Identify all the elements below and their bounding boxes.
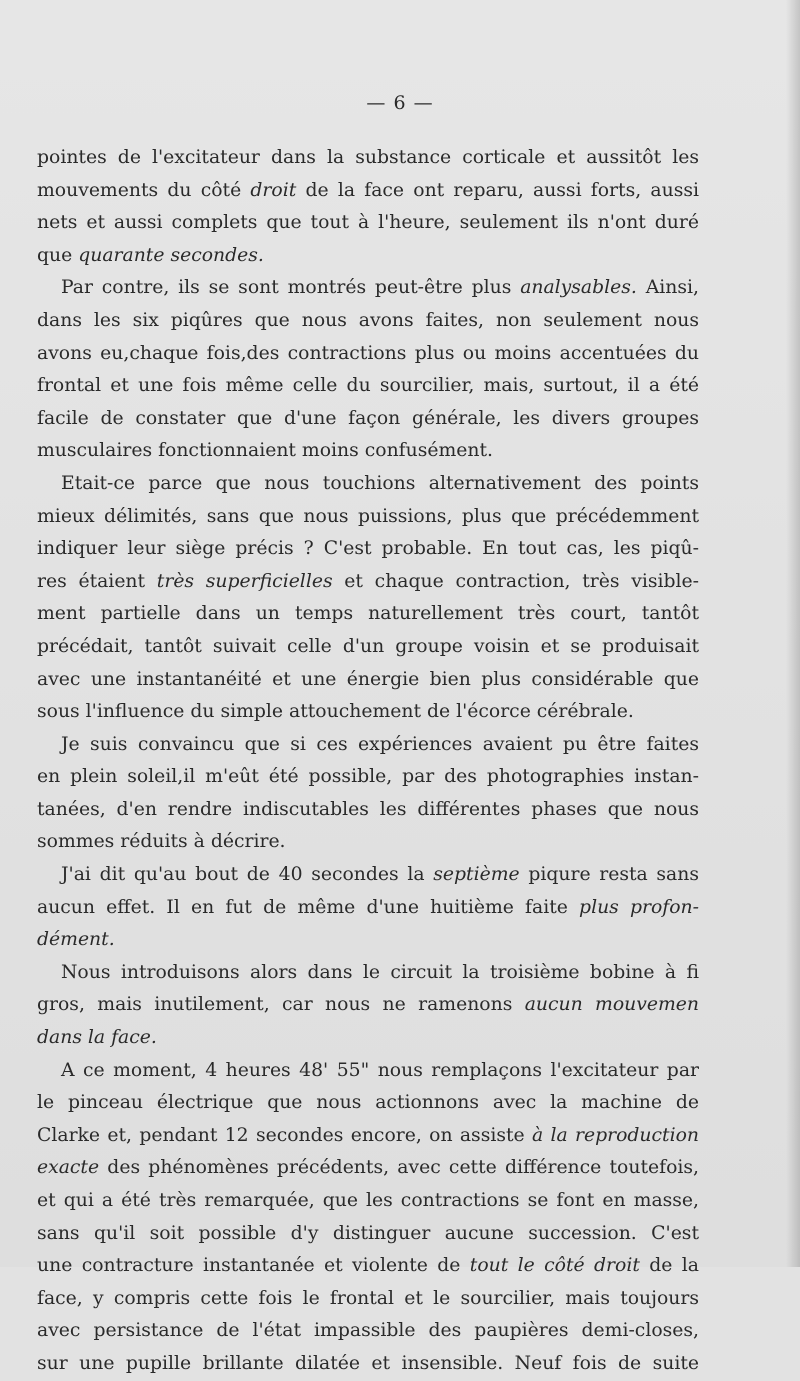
text-line: nets et aussi complets que tout à l'heure, seulement ils n'ont duré <box>37 212 699 234</box>
text-line: face, y compris cette fois le frontal et le sourcilier, mais toujours <box>37 1287 699 1309</box>
text-line: aucun effet. Il en fut de même d'une huitième faite plus profon- <box>37 896 699 918</box>
text-line: res étaient très superficielles et chaque contraction, très visible- <box>37 570 699 592</box>
text-line: en plein soleil,il m'eût été possible, par des photographies instan- <box>37 766 699 788</box>
text-line: A ce moment, 4 heures 48' 55" nous remplaçons l'excitateur par <box>61 1059 699 1081</box>
text-line: mouvements du côté droit de la face ont reparu, aussi forts, aussi <box>37 179 699 201</box>
page-edge-shadow <box>786 0 800 1267</box>
text-line: précédait, tantôt suivait celle d'un groupe voisin et se produisait <box>37 635 699 657</box>
text-line: musculaires fonctionnaient moins confusément. <box>37 440 494 462</box>
text-line: dément. <box>37 929 115 951</box>
text-line: gros, mais inutilement, car nous ne ramenons aucun mouvemen <box>37 994 699 1016</box>
text-line: sur une pupille brillante dilatée et insensible. Neuf fois de suite <box>37 1352 699 1374</box>
text-line: tanées, d'en rendre indiscutables les différentes phases que nous <box>37 798 699 820</box>
text-line: facile de constater que d'une façon générale, les divers groupes <box>37 407 699 429</box>
text-line: et qui a été très remarquée, que les contractions se font en masse, <box>37 1190 699 1211</box>
text-line: avec une instantanéité et une énergie bien plus considérable que <box>37 668 699 690</box>
text-line: Clarke et, pendant 12 secondes encore, on assiste à la reproduction <box>37 1124 700 1146</box>
text-line: dans la face. <box>37 1027 157 1049</box>
text-line: Par contre, ils se sont montrés peut-être plus analysables. Ainsi, <box>61 277 699 299</box>
text-line: sous l'influence du simple attouchement de l'écorce cérébrale. <box>37 701 634 723</box>
text-line: Etait-ce parce que nous touchions alternativement des points <box>61 472 699 494</box>
text-line: avons eu,chaque fois,des contractions plus ou moins accentuées du <box>37 342 699 364</box>
text-line: sans qu'il soit possible d'y distinguer aucune succession. C'est <box>37 1222 699 1244</box>
text-line: indiquer leur siège précis ? C'est probable. En tout cas, les piqû- <box>37 538 699 560</box>
text-line: ment partielle dans un temps naturellement très court, tantôt <box>37 603 699 625</box>
text-line: mieux délimités, sans que nous puissions, plus que précédemment <box>37 505 699 527</box>
text-line: Je suis convaincu que si ces expériences avaient pu être faites <box>61 733 699 755</box>
text-line: le pinceau électrique que nous actionnons avec la machine de <box>37 1092 699 1114</box>
text-line: J'ai dit qu'au bout de 40 secondes la septième piqure resta sans <box>61 864 699 886</box>
text-line: sommes réduits à décrire. <box>37 831 286 853</box>
text-line: que quarante secondes. <box>37 244 264 266</box>
text-line: frontal et une fois même celle du sourcilier, mais, surtout, il a été <box>37 375 699 397</box>
text-line: pointes de l'excitateur dans la substance corticale et aussitôt les <box>37 147 699 168</box>
body-text <box>37 142 699 1381</box>
text-line: une contracture instantanée et violente de tout le côté droit de la <box>37 1255 699 1277</box>
text-line: dans les six piqûres que nous avons faites, non seulement nous <box>37 309 699 331</box>
text-line: Nous introduisons alors dans le circuit la troisième bobine à fi <box>61 961 699 983</box>
text-line: avec persistance de l'état impassible des paupières demi-closes, <box>37 1320 699 1342</box>
page-number: — 6 — <box>366 92 434 114</box>
text-line: exacte des phénomènes précédents, avec cette différence toutefois, <box>37 1157 699 1179</box>
